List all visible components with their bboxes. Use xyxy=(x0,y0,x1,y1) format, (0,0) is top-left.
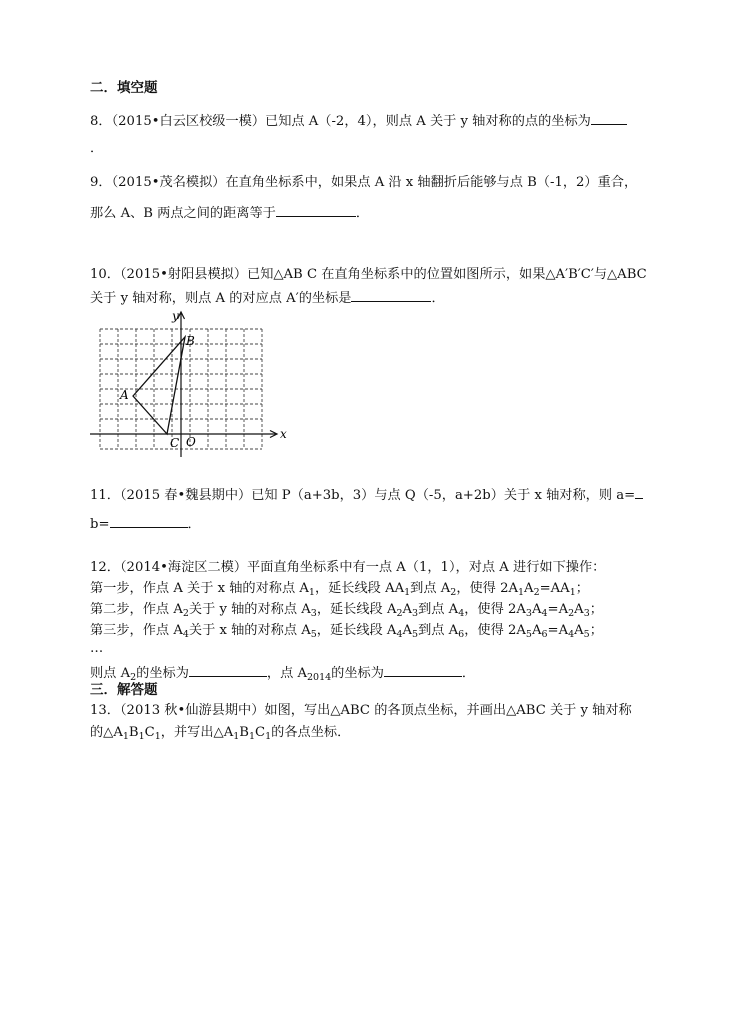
sub: 5 xyxy=(310,629,317,640)
q12-step3-text: ，使得 2A xyxy=(464,623,526,638)
q13-text-2: 的△A xyxy=(90,725,123,740)
q12-step3-text: A xyxy=(531,623,542,638)
sub: 2 xyxy=(396,608,403,619)
q12-text: 12．（2014•海淀区二模）平面直角坐标系中有一点 A（1，1），对点 A 进行如下操作： xyxy=(90,560,606,575)
question-9 xyxy=(90,175,637,191)
sub: 1 xyxy=(122,731,129,742)
q12-ask xyxy=(90,664,475,682)
sub: 2 xyxy=(568,608,575,619)
q12-step2-text: ； xyxy=(589,602,603,617)
q9-line2 xyxy=(90,204,369,222)
q12-step1-text: ，使得 2A xyxy=(456,581,518,596)
q13-text-2: C xyxy=(144,725,155,740)
q10-answer-blank[interactable] xyxy=(351,289,431,302)
q12-step2 xyxy=(90,602,603,618)
origin-label: O xyxy=(186,435,196,449)
q8-period: ． xyxy=(90,141,104,156)
section-title-answer: 三．解答题 xyxy=(90,682,158,698)
sub: 5 xyxy=(583,629,590,640)
q11-b-label: b= xyxy=(90,517,110,532)
q12-ellipsis xyxy=(90,641,103,657)
q12-step3-text: 第三步，作点 A xyxy=(90,623,183,638)
sub: 2 xyxy=(130,672,137,683)
q12-ask-text: 的坐标为 xyxy=(136,666,189,681)
question-8 xyxy=(90,112,627,130)
sub: 3 xyxy=(525,608,532,619)
q12-step3-text: 关于 x 轴的对称点 A xyxy=(188,623,311,638)
q12-step2-text: 第二步，作点 A xyxy=(90,602,183,617)
sub: 1 xyxy=(138,731,145,742)
sub: 3 xyxy=(583,608,590,619)
q12-step1-text: 第一步，作点 A 关于 x 轴的对称点 A xyxy=(90,581,309,596)
sub: 6 xyxy=(541,629,548,640)
q11-line2 xyxy=(90,515,201,533)
q12-step2-text: 到点 A xyxy=(418,602,459,617)
sub: 1 xyxy=(154,731,161,742)
q9-period: ． xyxy=(355,206,370,221)
q12-a2014-blank[interactable] xyxy=(384,664,462,677)
q9-answer-blank[interactable] xyxy=(276,204,356,217)
sub: 3 xyxy=(412,608,419,619)
q8-line2 xyxy=(90,141,103,157)
sub: 4 xyxy=(568,629,575,640)
q12-step3-text: A xyxy=(402,623,413,638)
sub: 2 xyxy=(533,587,540,598)
q12-step2-text: A xyxy=(531,602,542,617)
x-axis-label: x xyxy=(280,427,287,441)
q12-step2-text: ，延长线段 A xyxy=(316,602,397,617)
q12-step2-text: 关于 y 轴的对称点 A xyxy=(188,602,311,617)
q10-text-2: 关于 y 轴对称，则点 A 的对应点 A′的坐标是 xyxy=(90,291,352,306)
sub: 4 xyxy=(182,629,189,640)
q13-text-2: C xyxy=(255,725,266,740)
q9-text: 9．（2015•茂名模拟）在直角坐标系中，如果点 A 沿 x 轴翻折后能够与点 B（-1，2）重合， xyxy=(90,175,638,190)
point-a-label: A xyxy=(120,388,129,402)
question-10 xyxy=(90,267,647,283)
q12-step2-text: ，使得 2A xyxy=(464,602,526,617)
q12-ask-text: 的坐标为 xyxy=(331,666,384,681)
q12-a2-blank[interactable] xyxy=(189,664,267,677)
coordinate-grid-svg xyxy=(90,307,300,457)
q12-step2-text: A xyxy=(402,602,413,617)
sub: 4 xyxy=(396,629,403,640)
sub: 1 xyxy=(517,587,525,598)
q13-text-2: B xyxy=(128,725,139,740)
sub: 3 xyxy=(310,608,317,619)
q13-text-2: B xyxy=(239,725,249,740)
question-12 xyxy=(90,560,605,576)
q10-text: 10．（2015•射阳县模拟）已知△AB C 在直角坐标系中的位置如图所示，如果△A′B′C′与△ABC xyxy=(90,267,647,282)
q12-step1 xyxy=(90,581,589,597)
question-11 xyxy=(90,486,643,504)
sub: 6 xyxy=(458,629,465,640)
q12-step3-text: 到点 A xyxy=(418,623,459,638)
sub: 1 xyxy=(248,731,256,742)
q10-period: ． xyxy=(431,291,445,306)
q13-text-2: ，并写出△A xyxy=(160,725,234,740)
q13-line2 xyxy=(90,725,350,741)
q12-step3 xyxy=(90,623,603,639)
q11-text: 11．（2015 春•魏县期中）已知 P（a+3b，3）与点 Q（-5，a+2b）关于 x 轴对称，则 a= xyxy=(90,488,636,503)
sub: 1 xyxy=(569,587,576,598)
q11-period: ． xyxy=(187,517,201,532)
q8-answer-blank[interactable] xyxy=(591,112,627,125)
point-b-label: B xyxy=(186,334,195,348)
q12-step2-text: A xyxy=(574,602,584,617)
q10-coordinate-figure xyxy=(90,307,300,461)
sub: 4 xyxy=(541,608,548,619)
q12-ask-text: 则点 A xyxy=(90,666,131,681)
sub: 1 xyxy=(308,587,315,598)
q12-step3-text: A xyxy=(574,623,584,638)
q12-step2-text: =A xyxy=(547,602,569,617)
q12-ask-text: ，点 A xyxy=(266,666,307,681)
sub: 4 xyxy=(458,608,465,619)
q12-step1-text: =AA xyxy=(539,581,570,596)
q12-step1-text: A xyxy=(524,581,534,596)
sub: 2014 xyxy=(306,672,332,683)
q13-text-2: 的各点坐标． xyxy=(271,725,351,740)
sub: 1 xyxy=(265,731,272,742)
sub: 2 xyxy=(182,608,189,619)
q12-step3-text: ； xyxy=(589,623,603,638)
q13-text: 13．（2013 秋•仙游县期中）如图，写出△ABC 的各顶点坐标，并画出△ABC 关于 y 轴对称 xyxy=(90,703,632,718)
sub: 5 xyxy=(412,629,419,640)
triangle-abc xyxy=(133,337,185,434)
q11-b-blank[interactable] xyxy=(110,515,188,528)
sub: 1 xyxy=(233,731,240,742)
q11-a-blank[interactable] xyxy=(635,486,643,499)
ellipsis-text: … xyxy=(90,641,104,656)
q12-step3-text: =A xyxy=(547,623,569,638)
q9-text-2: 那么 A、B 两点之间的距离等于 xyxy=(90,206,276,221)
sub: 2 xyxy=(450,587,457,598)
question-13 xyxy=(90,703,632,719)
sub: 1 xyxy=(404,587,411,598)
sub: 5 xyxy=(525,629,532,640)
q12-step1-text: ，延长线段 AA xyxy=(314,581,405,596)
q12-ask-text: ． xyxy=(461,666,476,681)
q10-line2 xyxy=(90,289,445,307)
section-title-fill-blank: 二．填空题 xyxy=(90,80,158,96)
q8-text: 8．（2015•白云区校级一模）已知点 A（-2，4），则点 A 关于 y 轴对称的点的坐标为 xyxy=(90,114,591,129)
q12-step1-text: 到点 A xyxy=(410,581,451,596)
q12-step3-text: ，延长线段 A xyxy=(316,623,397,638)
q12-step1-text: ； xyxy=(575,581,589,596)
y-axis-label: y xyxy=(172,309,179,323)
point-c-label: C xyxy=(170,436,180,450)
